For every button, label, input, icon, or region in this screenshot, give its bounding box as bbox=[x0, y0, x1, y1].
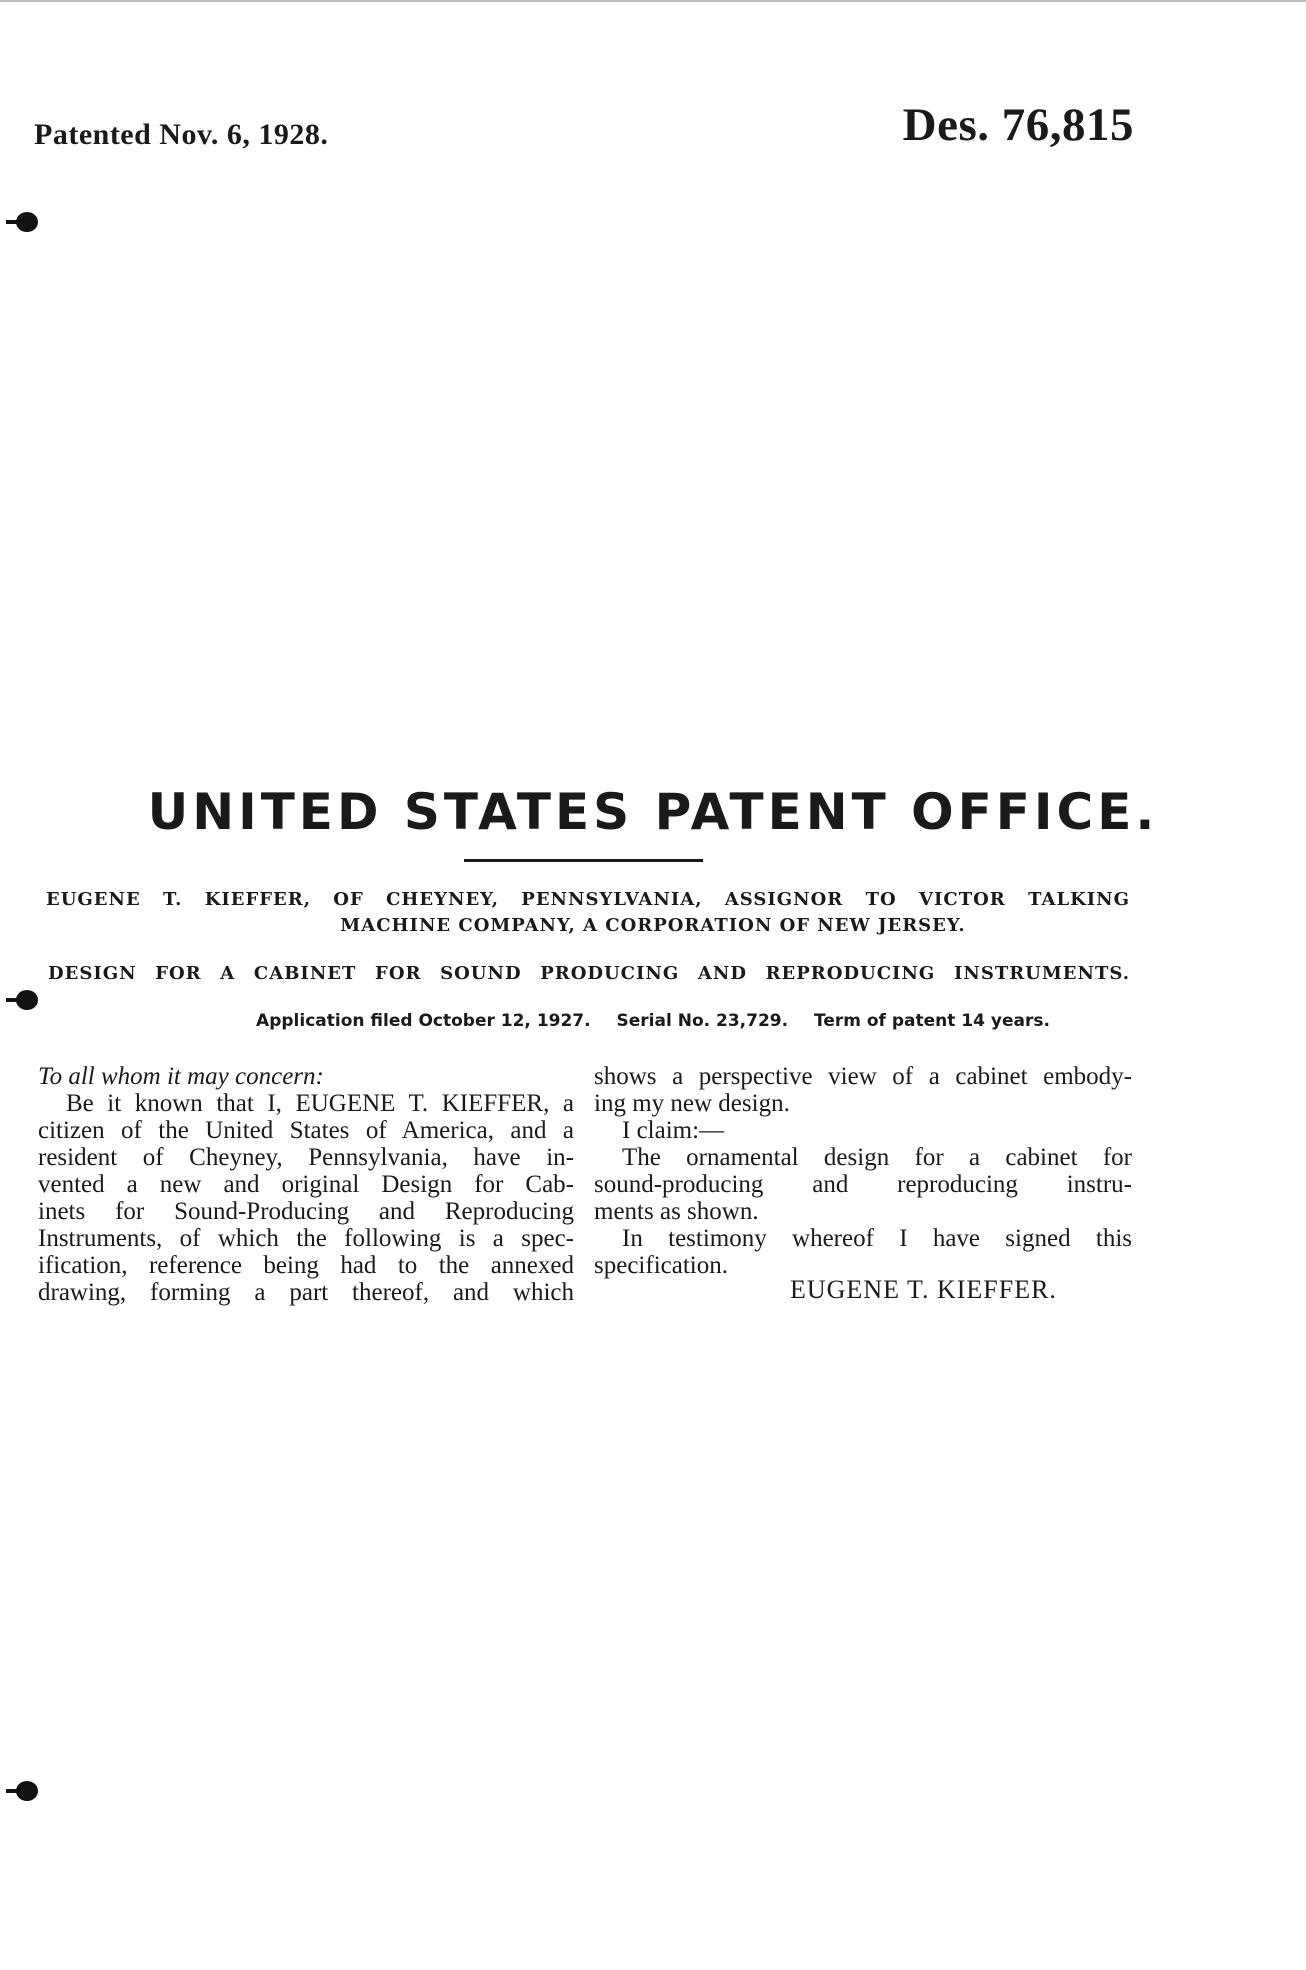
page-top-edge bbox=[0, 0, 1306, 2]
serial-number: Serial No. 23,729. bbox=[616, 1011, 789, 1031]
patent-term: Term of patent 14 years. bbox=[813, 1011, 1050, 1031]
body-line: resident of Cheyney, Pennsylvania, have in- bbox=[38, 1144, 574, 1171]
body-line: drawing, forming a part thereof, and which bbox=[38, 1279, 574, 1306]
office-title: UNITED STATES PATENT OFFICE. bbox=[147, 783, 1159, 841]
testimony-text: specification. bbox=[594, 1252, 728, 1279]
design-number: Des. 76,815 bbox=[902, 99, 1134, 151]
application-filed: Application filed October 12, 1927. bbox=[256, 1011, 591, 1031]
body-line: Be it known that I, EUGENE T. KIEFFER, a bbox=[66, 1090, 574, 1117]
claim-text: The ornamental design for a cabinet for bbox=[622, 1144, 1132, 1171]
body-line: vented a new and original Design for Cab- bbox=[38, 1171, 574, 1198]
right-column bbox=[594, 1063, 1132, 1279]
testimony-text: In testimony whereof I have signed this bbox=[622, 1225, 1132, 1252]
body-line: shows a perspective view of a cabinet embody- bbox=[594, 1063, 1132, 1090]
claim-text: ments as shown. bbox=[594, 1198, 759, 1225]
application-line bbox=[0, 1011, 1306, 1031]
body-line: citizen of the United States of America, and a bbox=[38, 1117, 574, 1144]
salutation: To all whom it may concern: bbox=[38, 1063, 324, 1090]
inventor-line-1: EUGENE T. KIEFFER, OF CHEYNEY, PENNSYLVANIA, ASSIGNOR TO VICTOR TALKING bbox=[46, 889, 1130, 910]
body-line: Instruments, of which the following is a spec- bbox=[38, 1225, 574, 1252]
design-title: DESIGN FOR A CABINET FOR SOUND PRODUCING AND REPRODUCING INSTRUMENTS. bbox=[48, 963, 1130, 984]
patent-date: Patented Nov. 6, 1928. bbox=[34, 118, 329, 151]
inventor-signature: EUGENE T. KIEFFER. bbox=[790, 1275, 1057, 1304]
claim-text: sound-producing and reproducing instru- bbox=[594, 1171, 1132, 1198]
inventor-line-2: MACHINE COMPANY, A CORPORATION OF NEW JERSEY. bbox=[340, 915, 966, 936]
body-line: inets for Sound-Producing and Reproducing bbox=[38, 1198, 574, 1225]
body-line: ification, reference being had to the annexed bbox=[38, 1252, 574, 1279]
left-column bbox=[38, 1063, 574, 1306]
body-line: ing my new design. bbox=[594, 1090, 790, 1117]
title-rule bbox=[464, 859, 703, 862]
claim-heading: I claim:— bbox=[622, 1117, 725, 1144]
